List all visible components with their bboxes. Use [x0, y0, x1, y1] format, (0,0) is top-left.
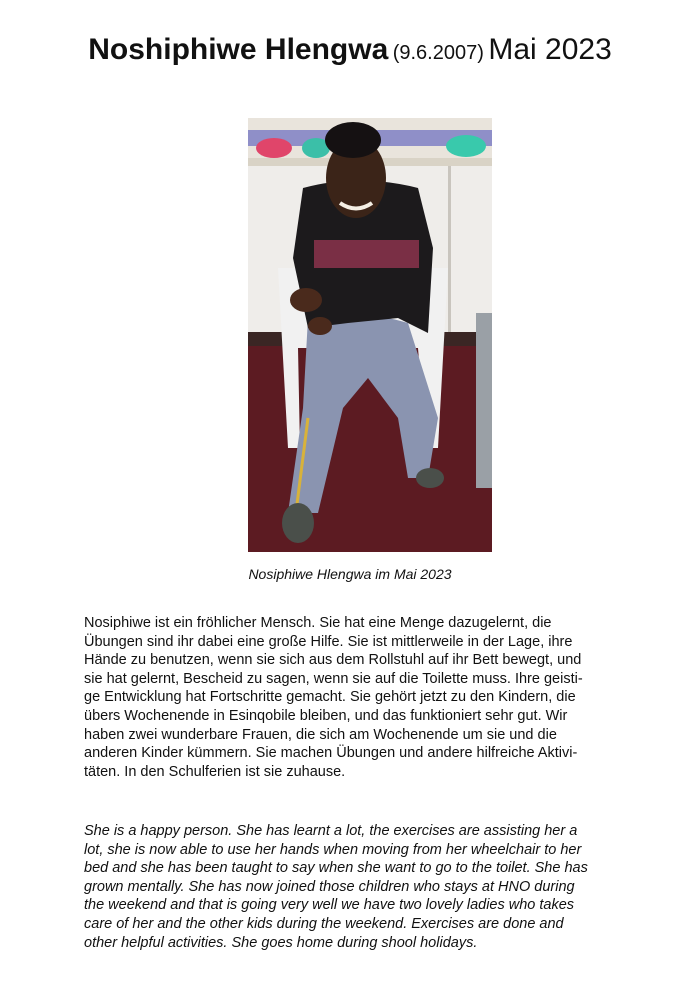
- title-name: Noshiphiwe Hlengwa: [88, 33, 389, 66]
- english-line: She is a happy person. She has learnt a lot, the exercises are assisting her a: [84, 823, 578, 839]
- german-line: Nosiphiwe ist ein fröhlicher Mensch. Sie hat eine Menge dazugelernt, die: [84, 615, 552, 631]
- photo-caption: Nosiphiwe Hlengwa im Mai 2023: [248, 566, 452, 582]
- german-line: haben zwei wunderbare Frauen, die sich am Wochenende um sie und die: [84, 726, 557, 743]
- page-title: [0, 30, 700, 75]
- english-line: grown mentally. She has now joined those children who stays at HNO during: [84, 878, 575, 895]
- english-line: bed and she has been taught to say when she want to go to the toilet. She has: [84, 860, 588, 877]
- german-line: Hände zu benutzen, wenn sie sich aus dem Rollstuhl auf ihr Bett bewegt, und: [84, 652, 582, 669]
- title-birthdate: (9.6.2007): [392, 42, 484, 64]
- german-line: ge Entwicklung hat Fortschritte gemacht. Sie gehört jetzt zu den Kindern, die: [84, 689, 576, 706]
- german-line: anderen Kinder kümmern. Sie machen Übungen und andere hilfreiche Aktivi-: [84, 745, 578, 762]
- german-line: sie hat gelernt, Bescheid zu sagen, wenn sie auf die Toilette muss. Ihre geisti-: [84, 670, 583, 687]
- english-line: care of her and the other kids during the weekend. Exercises are done and: [84, 915, 564, 932]
- german-line: täten. In den Schulferien ist sie zuhause.: [84, 763, 346, 780]
- english-line: lot, she is now able to use her hands when moving from her wheelchair to her: [84, 841, 582, 858]
- title-date: Mai 2023: [488, 33, 612, 66]
- portrait-photo: [248, 118, 492, 552]
- english-line: other helpful activities. She goes home during shool holidays.: [84, 934, 478, 951]
- english-line: the weekend and that is going very well we have two lovely ladies who takes: [84, 897, 575, 914]
- german-line: Übungen sind ihr dabei eine große Hilfe. Sie ist mittlerweile in der Lage, ihre: [84, 633, 573, 650]
- german-paragraph: [84, 614, 644, 781]
- german-line: übers Wochenende in Esinqobile bleiben, und das funktioniert sehr gut. Wir: [84, 707, 568, 724]
- english-paragraph: [84, 822, 644, 952]
